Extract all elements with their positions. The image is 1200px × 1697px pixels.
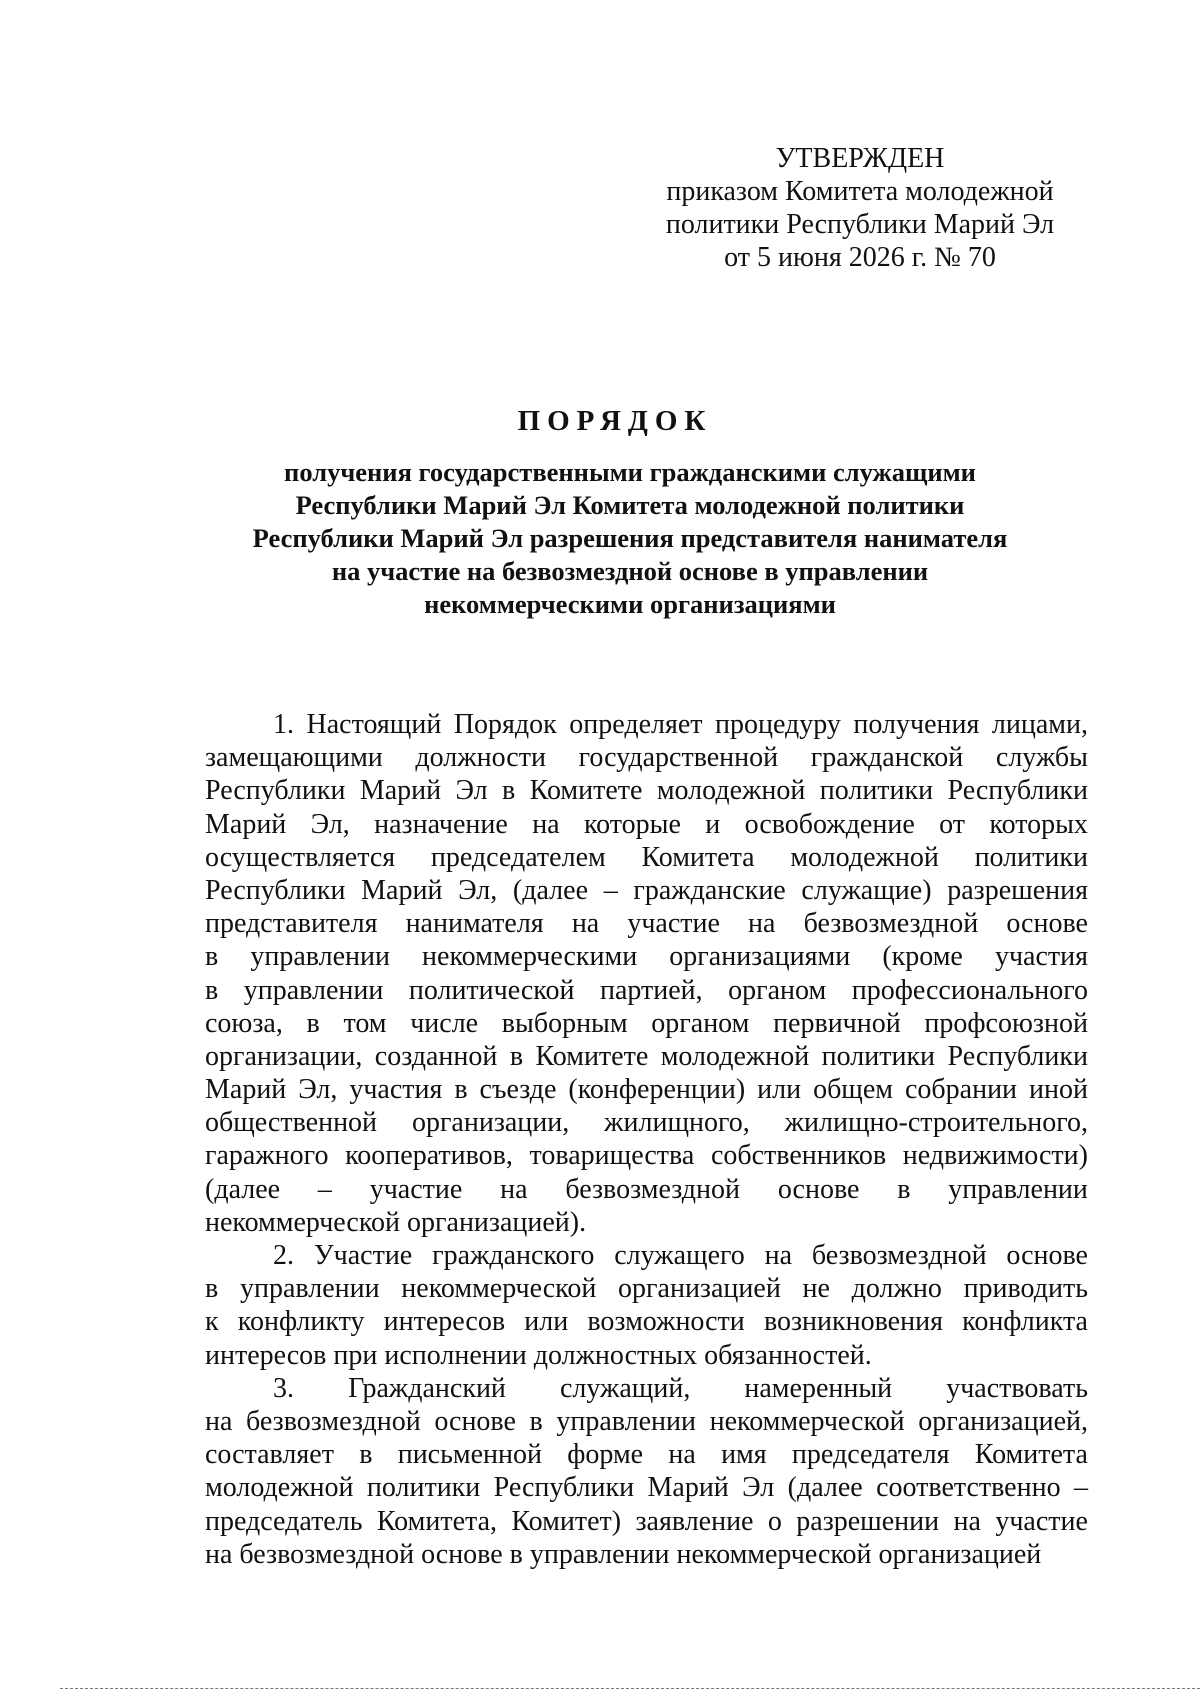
text-line: составляет в письменной форме на имя председателя Комитета: [205, 1439, 1088, 1471]
subtitle-line: получения государственными гражданскими служащими: [284, 457, 976, 487]
subtitle-line: некоммерческими организациями: [424, 589, 836, 619]
text-line: в управлении некоммерческими организациями (кроме участия: [205, 941, 1088, 973]
text-line: в управлении некоммерческой организацией не должно приводить: [205, 1273, 1088, 1305]
text-line: молодежной политики Республики Марий Эл (далее соответственно –: [205, 1472, 1088, 1504]
text-line: союза, в том числе выборным органом первичной профсоюзной: [205, 1007, 1088, 1039]
text-line: Марий Эл, участия в съезде (конференции) или общем собрании иной: [205, 1074, 1088, 1106]
text-line: интересов при исполнении должностных обязанностей.: [205, 1339, 872, 1371]
text-line: замещающими должности государственной гражданской службы: [205, 742, 1088, 774]
paragraph-2: [205, 1239, 1088, 1372]
text-line: на безвозмездной основе в управлении некоммерческой организацией,: [205, 1405, 1088, 1437]
text-line: Марий Эл, назначение на которые и освобождение от которых: [205, 808, 1088, 840]
page-edge-line: [60, 1688, 1200, 1689]
text-line: (далее – участие на безвозмездной основе в управлении: [205, 1173, 1088, 1205]
subtitle-line: Республики Марий Эл разрешения представителя нанимателя: [252, 523, 1008, 553]
text-line: представителя нанимателя на участие на безвозмездной основе: [205, 908, 1088, 940]
text-line: гаражного кооперативов, товарищества собственников недвижимости): [205, 1140, 1088, 1172]
paragraph-1: [205, 708, 1088, 1239]
text-line: к конфликту интересов или возможности возникновения конфликта: [205, 1306, 1088, 1338]
text-line: некоммерческой организацией).: [205, 1206, 587, 1238]
document-subtitle: [180, 456, 1080, 621]
text-line: Республики Марий Эл, (далее – гражданские служащие) разрешения: [205, 874, 1088, 906]
document-title: ПОРЯДОК: [517, 405, 713, 437]
text-line: на безвозмездной основе в управлении некоммерческой организацией: [205, 1538, 1042, 1570]
text-line: 3. Гражданский служащий, намеренный участвовать: [273, 1372, 1088, 1404]
approval-line: политики Республики Марий Эл: [665, 209, 1055, 240]
approval-heading: УТВЕРЖДЕН: [775, 143, 945, 174]
text-line: общественной организации, жилищного, жилищно-строительного,: [205, 1107, 1088, 1139]
text-line: 1. Настоящий Порядок определяет процедуру получения лицами,: [273, 709, 1088, 740]
text-line: Республики Марий Эл в Комитете молодежной политики Республики: [205, 775, 1088, 807]
subtitle-line: Республики Марий Эл Комитета молодежной политики: [295, 490, 965, 520]
approval-date: от 5 июня 2026 г. № 70: [724, 242, 996, 273]
document-body: [205, 708, 1088, 1571]
subtitle-line: на участие на безвозмездной основе в управлении: [331, 556, 929, 586]
text-line: в управлении политической партией, органом профессионального: [205, 974, 1088, 1006]
approval-line: приказом Комитета молодежной: [666, 176, 1054, 207]
text-line: председатель Комитета, Комитет) заявление о разрешении на участие: [205, 1505, 1088, 1537]
text-line: организации, созданной в Комитете молодежной политики Республики: [205, 1040, 1088, 1072]
text-line: осуществляется председателем Комитета молодежной политики: [205, 841, 1088, 873]
text-line: 2. Участие гражданского служащего на безвозмездной основе: [273, 1240, 1088, 1271]
paragraph-3: [205, 1372, 1088, 1571]
approval-stamp: [640, 142, 1080, 274]
